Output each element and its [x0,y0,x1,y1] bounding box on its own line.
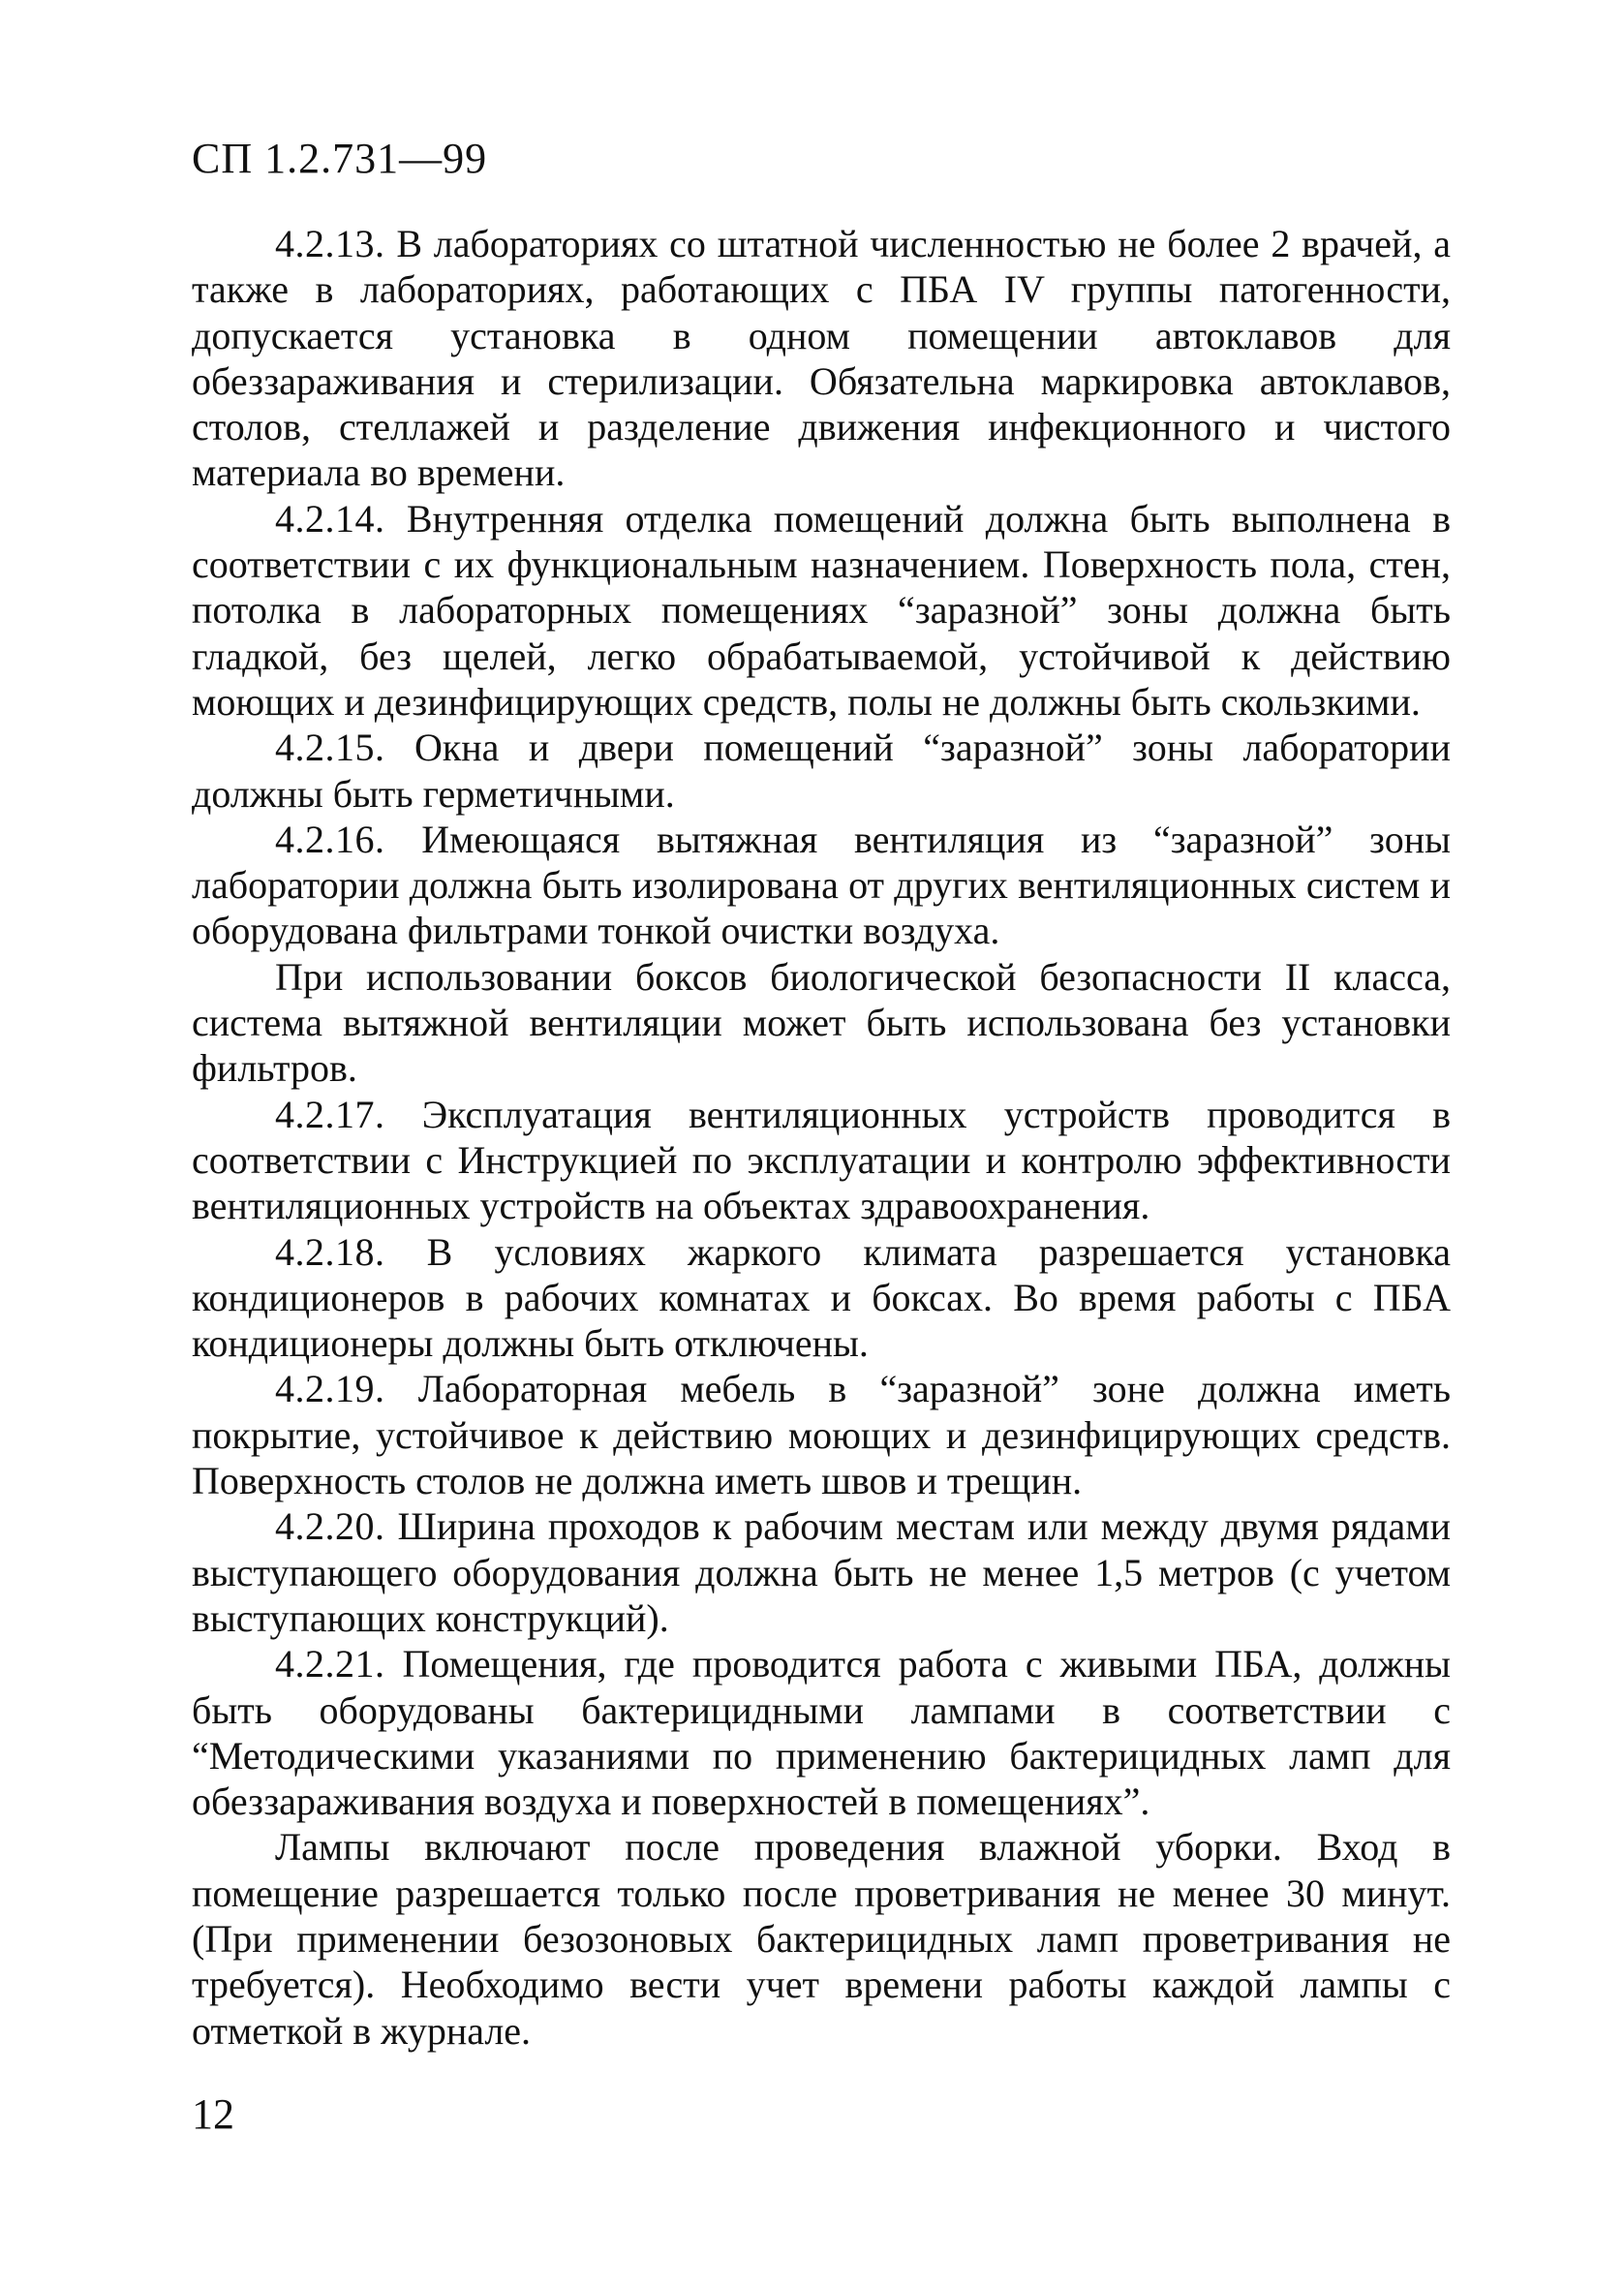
paragraph-number: 4.2.17. [275,1092,385,1136]
document-body [192,221,1451,2054]
paragraph-4-2-18 [192,1229,1451,1367]
paragraph-number: 4.2.20. [275,1504,385,1549]
paragraph-4-2-21-continued [192,1824,1451,2053]
paragraph-4-2-20 [192,1503,1451,1641]
paragraph-4-2-16-continued [192,954,1451,1092]
paragraph-4-2-15 [192,725,1451,817]
paragraph-number: 4.2.18. [275,1229,385,1274]
paragraph-4-2-14 [192,496,1451,725]
document-code: СП 1.2.731—99 [192,135,488,182]
paragraph-4-2-13 [192,221,1451,496]
paragraph-text: Окна и двери помещений “заразной” зоны лаборатории должны быть герметичными. [192,726,1451,816]
paragraph-number: 4.2.14. [275,496,385,541]
paragraph-text: Лабораторная мебель в “заразной” зоне должна иметь покрытие, устойчивое к действию моющих и дезинфицирующих средств. Поверхность столов не должна иметь швов и трещин. [192,1367,1452,1503]
paragraph-4-2-19 [192,1366,1451,1503]
paragraph-text: В условиях жаркого климата разрешается установка кондиционеров в рабочих комнатах и боксах. Во время работы с ПБА кондиционеры должны быть отключены. [192,1229,1451,1366]
paragraph-number: 4.2.15. [275,726,385,770]
paragraph-text: Имеющаяся вытяжная вентиляция из “заразной” зоны лаборатории должна быть изолирована от других вентиляционных систем и оборудована фильтрами тонкой очистки воздуха. [192,817,1451,953]
paragraph-text: Эксплуатация вентиляционных устройств проводится в соответствии с Инструкцией по эксплуатации и контролю эффективности вентиляционных устройств на объектах здравоохранения. [192,1092,1452,1228]
paragraph-number: 4.2.13. [275,222,385,265]
paragraph-text: Внутренняя отделка помещений должна быть выполнена в соответствии с их функциональным назначением. Поверхность пола, стен, потолка в лабораторных помещениях “заразной” зоны должна быть гладкой, без щелей, легко обрабатываемой, устойчивой к действию моющих и дезинфицирующих средств, полы не должны быть скользкими. [192,496,1451,724]
paragraph-text: В лабораториях со штатной численностью не более 2 врачей, а также в лабораториях, работающих с ПБА IV группы патогенности, допускается установка в одном помещении автоклавов для обеззараживания и стерилизации. Обязательна маркировка автоклавов, столов, стеллажей и разделение движения инфекционного и чистого материала во времени. [192,222,1451,495]
paragraph-4-2-16 [192,817,1451,954]
paragraph-number: 4.2.21. [275,1642,385,1686]
paragraph-text: При использовании боксов биологической безопасности II класса, система вытяжной вентиляции может быть использована без установки фильтров. [192,954,1451,1091]
paragraph-number: 4.2.16. [275,817,385,861]
paragraph-4-2-21 [192,1641,1451,1824]
page-number: 12 [192,2090,234,2138]
paragraph-text: Помещения, где проводится работа с живыми ПБА, должны быть оборудованы бактерицидными лампами в соответствии с “Методическими указаниями по применению бактерицидных ламп для обеззараживания воздуха и поверхностей в помещениях”. [192,1642,1452,1824]
paragraph-text: Лампы включают после проведения влажной уборки. Вход в помещение разрешается только после проветривания не менее 30 минут. (При применении безозоновых бактерицидных ламп проветривания не требуется). Необходимо вести учет времени работы каждой лампы с отметкой в журнале. [192,1825,1451,2053]
paragraph-text: Ширина проходов к рабочим местам или между двумя рядами выступающего оборудования должна быть не менее 1,5 метров (с учетом выступающих конструкций). [192,1504,1452,1640]
paragraph-number: 4.2.19. [275,1367,385,1411]
paragraph-4-2-17 [192,1092,1451,1229]
